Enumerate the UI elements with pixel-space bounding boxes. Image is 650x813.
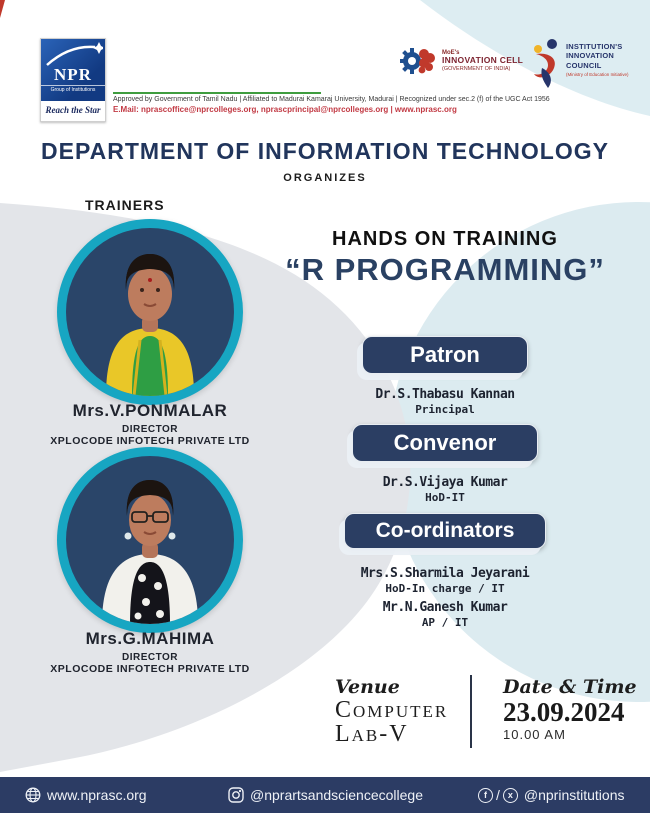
social-divider: / (496, 787, 500, 803)
logo-group-text: Group of Institutions (41, 85, 105, 93)
patron-name: Dr.S.Thabasu Kannan (375, 387, 515, 402)
green-divider (113, 92, 321, 94)
department-title: DEPARTMENT OF INFORMATION TECHNOLOGY (41, 138, 609, 164)
npr-logo (40, 38, 106, 122)
venue-line1: Computer (335, 697, 449, 723)
trainer2-portrait (66, 456, 234, 624)
convenor-name: Dr.S.Vijaya Kumar (382, 475, 508, 490)
venue-line2: Lab-V (335, 721, 409, 747)
coordinator2-role: AP / IT (421, 616, 469, 629)
patron-person (295, 387, 595, 416)
gear-brain-icon (398, 42, 438, 80)
moe-innovation-cell-logo (398, 42, 523, 80)
patron-button[interactable]: Patron (362, 336, 528, 374)
event-time: 10.00 AM (503, 727, 566, 743)
moe-line1: MoE's (442, 49, 460, 56)
footer-website-text: www.nprasc.org (47, 787, 147, 803)
trainer2-company: XPLOCODE INFOTECH PRIVATE LTD (50, 663, 250, 675)
event-subtitle: HANDS ON TRAINING (332, 228, 558, 250)
trainer1-company: XPLOCODE INFOTECH PRIVATE LTD (50, 435, 250, 447)
iic-line2: INNOVATION (566, 51, 614, 61)
moe-line2: INNOVATION CELL (442, 55, 524, 66)
footer-instagram[interactable] (228, 787, 423, 803)
coordinator1-role: HoD-In charge / IT (385, 582, 505, 595)
trainer1-photo (57, 219, 243, 405)
trainer2-role: DIRECTOR (121, 652, 179, 663)
facebook-icon: f (478, 788, 493, 803)
trainer1-name: Mrs.V.PONMALAR (72, 401, 228, 420)
coordinators-button[interactable]: Co-ordinators (344, 513, 546, 549)
trainer1-info (0, 401, 300, 447)
trainer2-info (0, 629, 300, 675)
trainers-label: TRAINERS (85, 197, 165, 213)
trainer1-portrait (66, 228, 234, 396)
convenor-role: HoD-IT (425, 491, 465, 504)
iic-line1: INSTITUTION'S (566, 42, 623, 51)
email-line[interactable]: E.Mail: nprascoffice@nprcolleges.org, nprascprincipal@nprcolleges.org | www.nprasc.org (113, 105, 457, 114)
trainer2-name: Mrs.G.MAHIMA (85, 629, 215, 648)
footer-social-text: @nprinstitutions (523, 787, 625, 803)
convenor-button[interactable]: Convenor (352, 424, 538, 462)
instagram-icon (228, 787, 244, 803)
coordinator2-person (295, 600, 595, 629)
datetime-block (503, 676, 637, 742)
accreditation-text: Approved by Government of Tamil Nadu | Affiliated to Madurai Kamaraj University, Madurai | Recognized under sec.2 (f) of the UGC Act 1956 (113, 96, 550, 103)
iic-person-icon (528, 38, 562, 90)
trainer2-photo (57, 447, 243, 633)
coordinator1-name: Mrs.S.Sharmila Jeyarani (360, 566, 530, 581)
x-twitter-icon: x (503, 788, 518, 803)
datetime-label: Date & Time (503, 676, 637, 698)
trainer1-role: DIRECTOR (121, 424, 179, 435)
patron-role: Principal (415, 403, 475, 416)
footer-website[interactable] (25, 787, 147, 803)
footer-bar (0, 777, 650, 813)
globe-icon (25, 787, 41, 803)
swoosh-star-icon (45, 41, 103, 67)
event-title: “R PROGRAMMING” (285, 252, 605, 287)
convenor-person (295, 475, 595, 504)
iic-line4: (Ministry of Education Initiative) (566, 72, 629, 78)
venue-block (335, 676, 448, 746)
logo-tagline: Reach the Star (45, 105, 101, 115)
organizes-label: ORGANIZES (283, 172, 367, 184)
venue-date-divider (470, 675, 472, 748)
footer-instagram-text: @nprartsandsciencecollege (250, 787, 423, 803)
venue-label: Venue (335, 676, 400, 698)
iic-logo (528, 38, 629, 90)
coordinator1-person (295, 566, 595, 595)
logo-npr-text: NPR (54, 65, 92, 84)
iic-line3: COUNCIL (566, 60, 602, 70)
coordinator2-name: Mr.N.Ganesh Kumar (382, 600, 508, 615)
moe-line3: (GOVERNMENT OF INDIA) (442, 66, 511, 73)
event-date: 23.09.2024 (503, 697, 625, 727)
npr-logo-emblem (41, 39, 105, 101)
footer-social[interactable] (478, 787, 624, 803)
